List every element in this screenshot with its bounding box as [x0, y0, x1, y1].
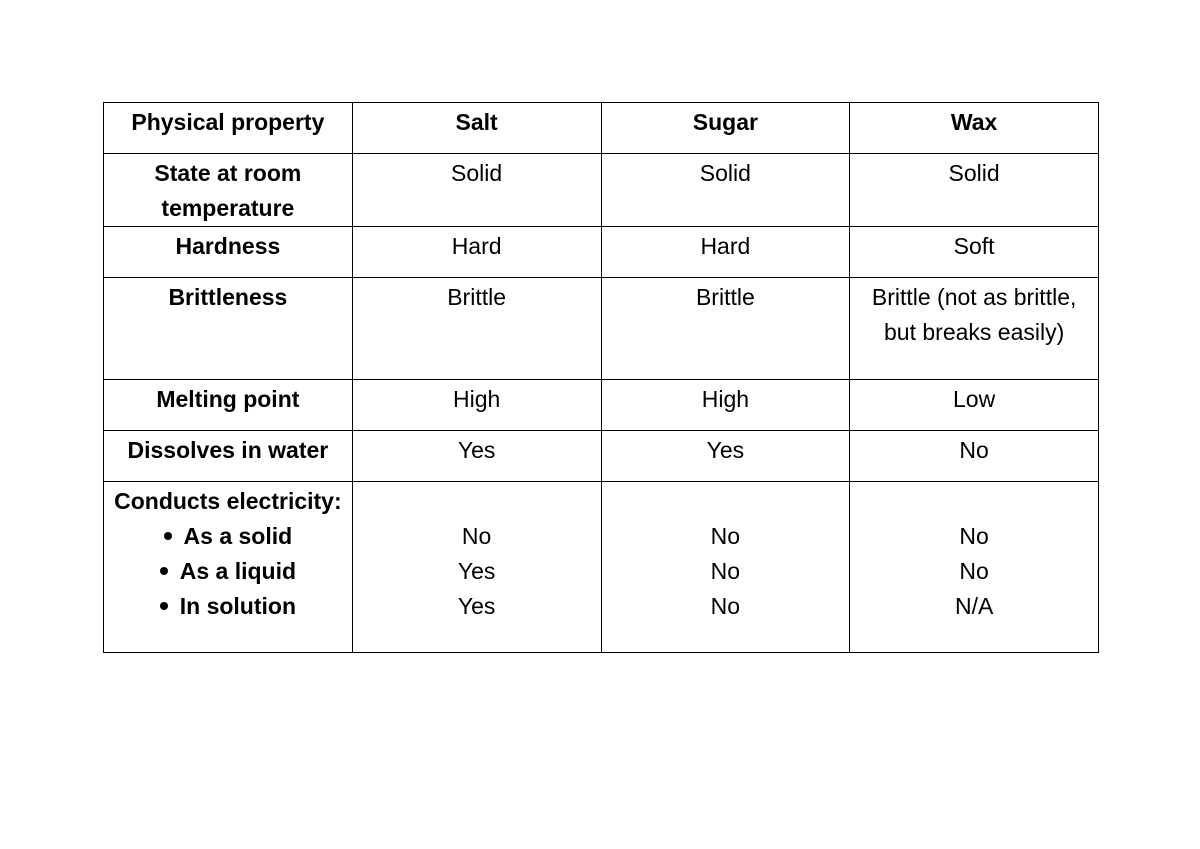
sugar-value: High	[601, 380, 850, 431]
header-wax: Wax	[850, 103, 1099, 154]
salt-value: Brittle	[352, 278, 601, 380]
salt-value: No	[461, 523, 492, 549]
salt-conductivity	[352, 482, 601, 653]
wax-value: Brittle (not as brittle, but breaks easily)	[850, 278, 1099, 380]
condition-label: As a liquid	[179, 558, 297, 584]
table-row-conductivity	[104, 482, 1099, 653]
wax-value: No	[959, 523, 989, 549]
table-row	[104, 227, 1099, 278]
condition-item	[108, 554, 348, 589]
sugar-value: Brittle	[601, 278, 850, 380]
table-row	[104, 278, 1099, 380]
property-label: Melting point	[104, 380, 353, 431]
sugar-conductivity	[601, 482, 850, 653]
wax-value: N/A	[954, 593, 994, 619]
sugar-value: Hard	[601, 227, 850, 278]
salt-value: Hard	[352, 227, 601, 278]
condition-item	[108, 519, 348, 554]
property-label: Brittleness	[104, 278, 353, 380]
property-label-conductivity	[104, 482, 353, 653]
wax-value: Solid	[850, 154, 1099, 227]
salt-value: Yes	[457, 593, 496, 619]
properties-table	[103, 102, 1099, 653]
condition-item	[108, 589, 348, 624]
bullet-icon	[160, 602, 168, 610]
sugar-value: Yes	[601, 431, 850, 482]
sugar-value: No	[710, 593, 741, 619]
table-row	[104, 431, 1099, 482]
property-label: Dissolves in water	[104, 431, 353, 482]
bullet-icon	[160, 567, 168, 575]
header-physical-property: Physical property	[104, 103, 353, 154]
salt-value: Yes	[352, 431, 601, 482]
table-row	[104, 154, 1099, 227]
table-row	[104, 380, 1099, 431]
wax-value: Soft	[850, 227, 1099, 278]
wax-conductivity	[850, 482, 1099, 653]
condition-list	[108, 519, 348, 624]
property-label: Hardness	[104, 227, 353, 278]
wax-value: No	[959, 558, 989, 584]
salt-value: High	[352, 380, 601, 431]
bullet-icon	[164, 532, 172, 540]
condition-label: As a solid	[183, 523, 293, 549]
conductivity-label: Conducts electricity:	[114, 488, 342, 514]
table-header-row	[104, 103, 1099, 154]
property-label: State at room temperature	[104, 154, 353, 227]
sugar-value: Solid	[601, 154, 850, 227]
header-sugar: Sugar	[601, 103, 850, 154]
salt-value: Solid	[352, 154, 601, 227]
header-salt: Salt	[352, 103, 601, 154]
sugar-value: No	[710, 523, 741, 549]
condition-label: In solution	[179, 593, 296, 619]
sugar-value: No	[710, 558, 741, 584]
wax-value: No	[850, 431, 1099, 482]
wax-value: Low	[850, 380, 1099, 431]
salt-value: Yes	[457, 558, 496, 584]
